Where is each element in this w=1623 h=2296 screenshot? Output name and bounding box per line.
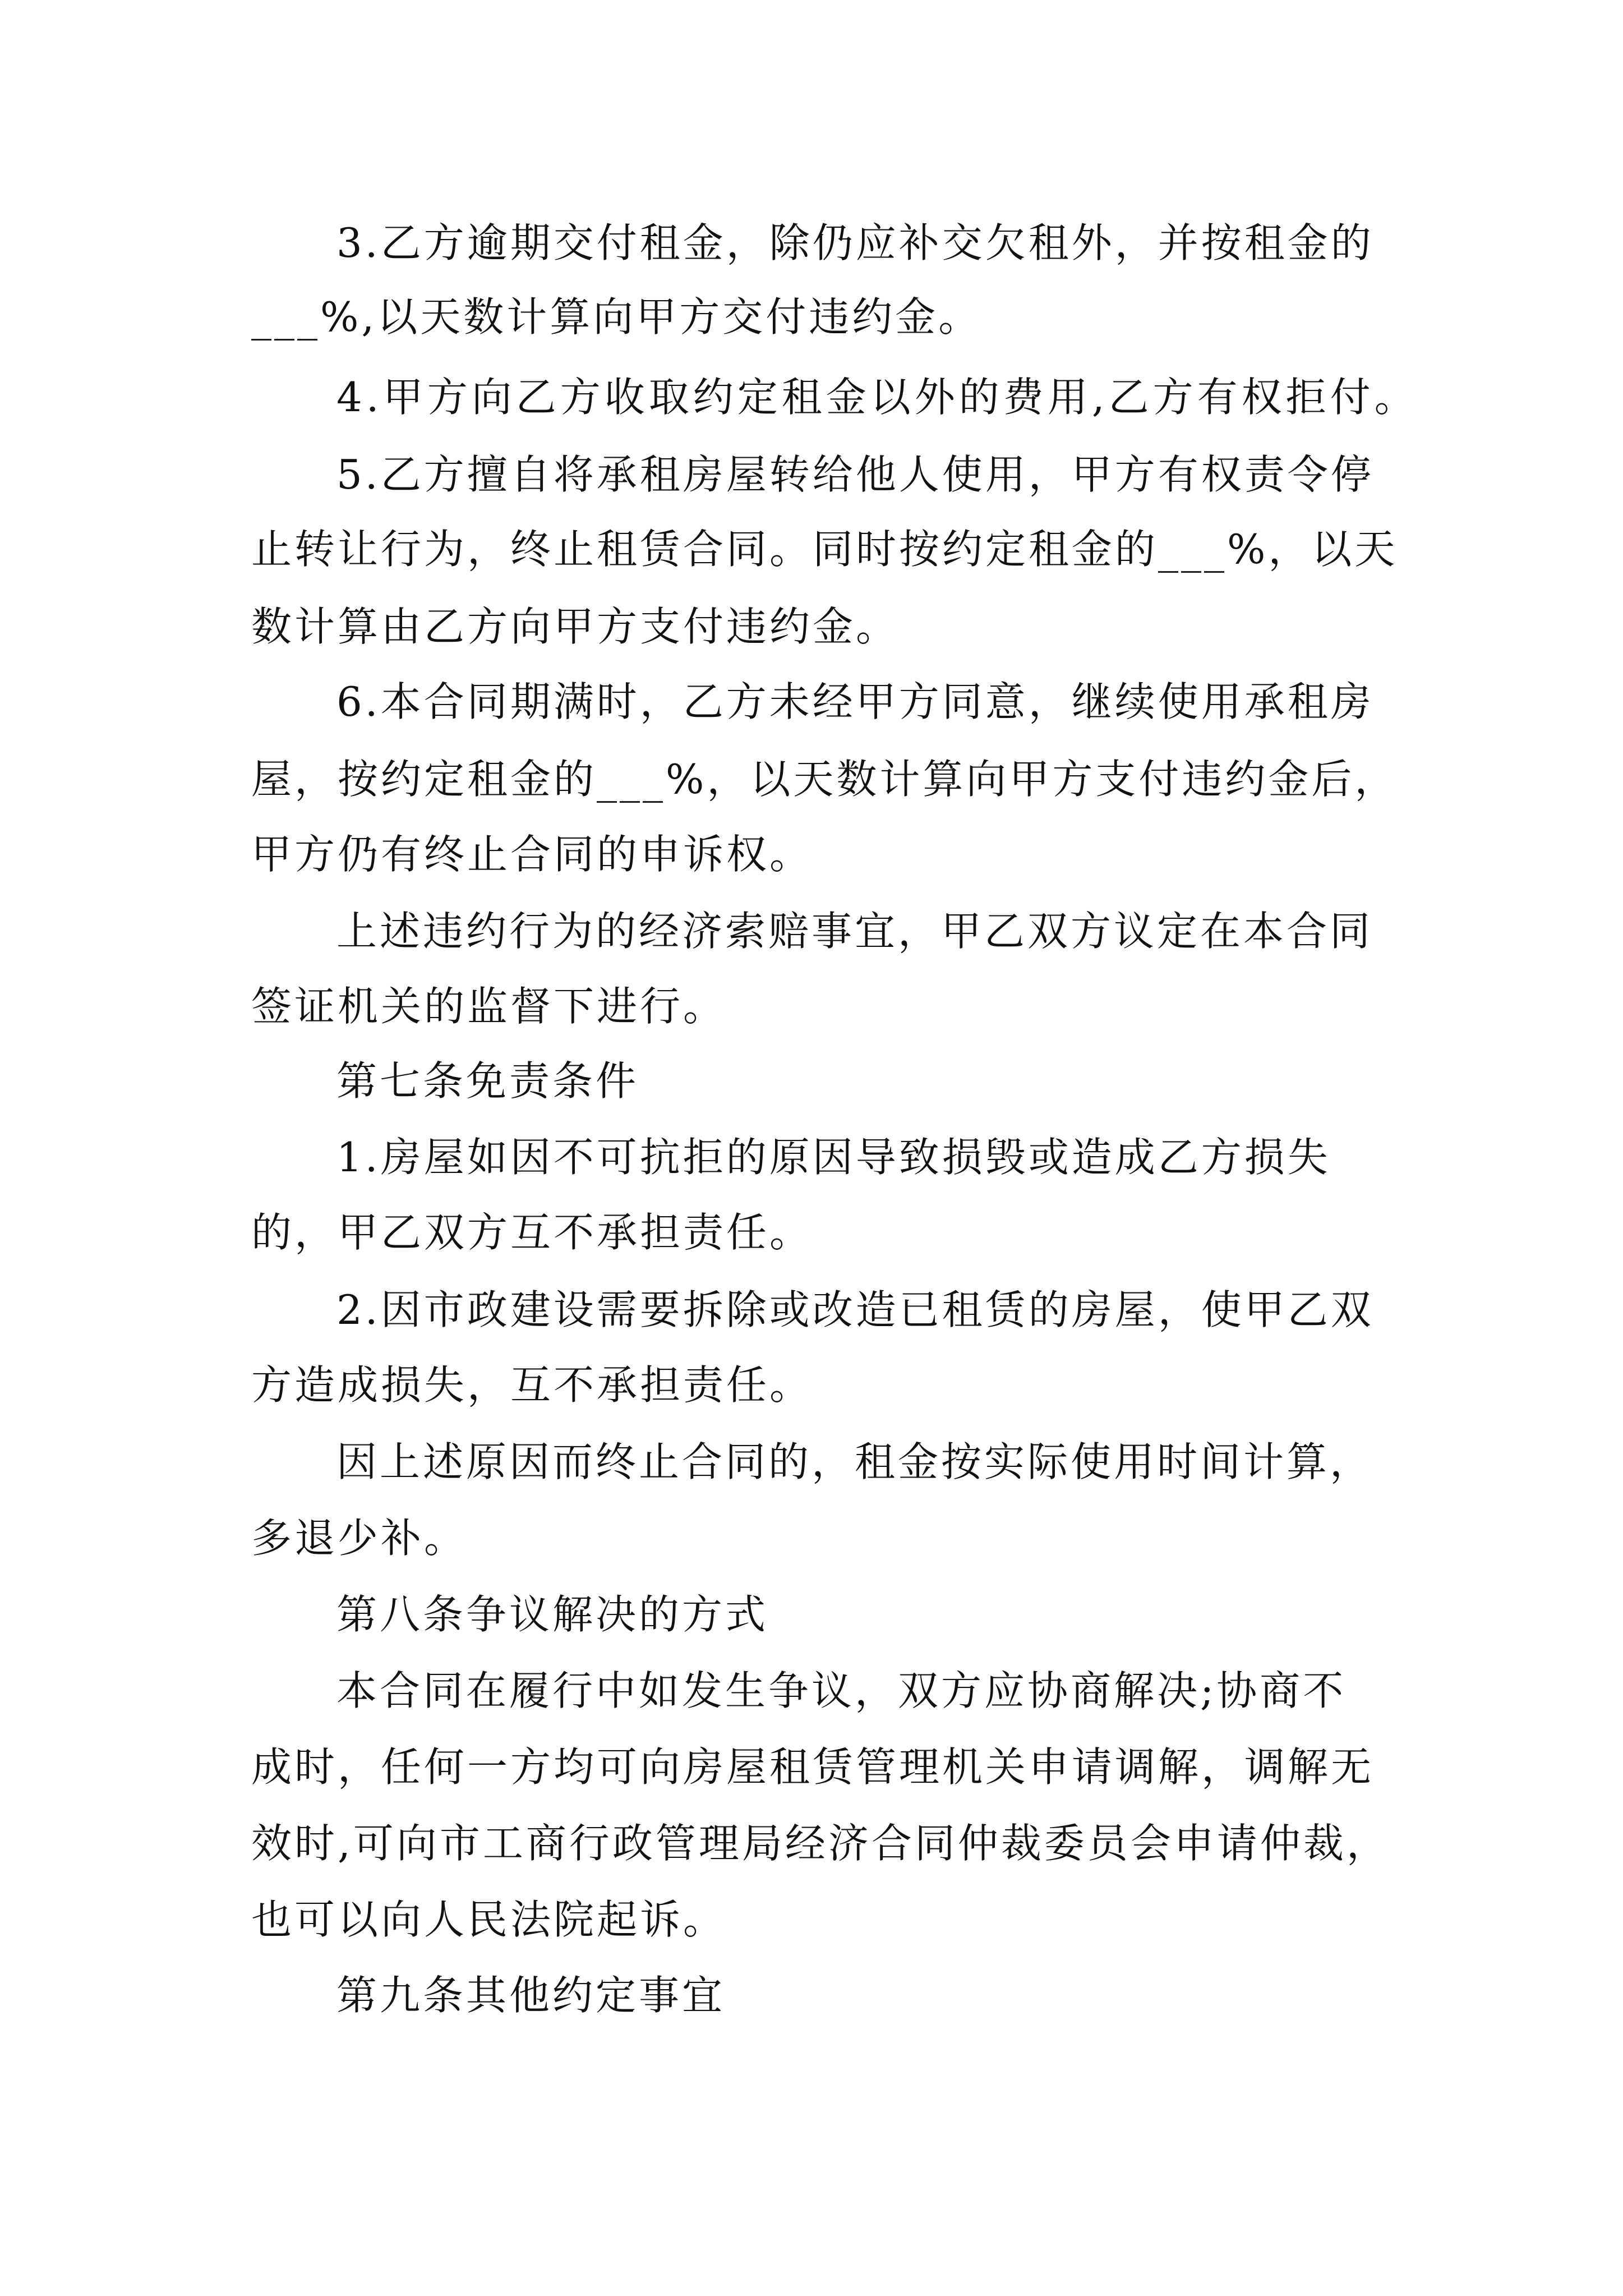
paragraph-line: 多退少补。 [251,1515,468,1562]
paragraph-line: 效时,可向市工商行政管理局经济合同仲裁委员会申请仲裁， [251,1820,1390,1867]
section-heading: 第八条争议解决的方式 [336,1591,769,1638]
paragraph-line: 甲方仍有终止合同的申诉权。 [251,831,813,878]
paragraph-line: 也可以向人民法院起诉。 [251,1896,727,1943]
paragraph-line: 5.乙方擅自将承租房屋转给他人使用，甲方有权责令停 [336,451,1374,498]
paragraph-line: 6.本合同期满时，乙方未经甲方同意，继续使用承租房 [336,678,1374,725]
paragraph-line: 方造成损失，互不承担责任。 [251,1361,813,1409]
paragraph-line: 上述违约行为的经济索赔事宜，甲乙双方议定在本合同 [336,908,1373,955]
paragraph-line: 1.房屋如因不可抗拒的原因导致损毁或造成乙方损失 [336,1134,1331,1181]
paragraph-line: 签证机关的监督下进行。 [251,983,727,1030]
paragraph-line: 数计算由乙方向甲方支付违约金。 [251,603,900,650]
paragraph-line: 止转让行为，终止租赁合同。同时按约定租金的___%，以天 [251,526,1398,573]
section-heading: 第九条其他约定事宜 [336,1972,726,2019]
paragraph-line: ___%,以天数计算向甲方交付违约金。 [251,293,982,341]
paragraph-line: 的，甲乙双方互不承担责任。 [251,1209,813,1256]
paragraph-line: 本合同在履行中如发生争议，双方应协商解决;协商不 [336,1667,1347,1714]
paragraph-line: 因上述原因而终止合同的，租金按实际使用时间计算， [336,1438,1373,1485]
paragraph-line: 2.因市政建设需要拆除或改造已租赁的房屋，使甲乙双 [336,1286,1374,1333]
paragraph-line: 4.甲方向乙方收取约定租金以外的费用,乙方有权拒付。 [336,374,1419,421]
section-heading: 第七条免责条件 [336,1057,639,1105]
paragraph-line: 3.乙方逾期交付租金，除仍应补交欠租外，并按租金的 [336,219,1374,266]
paragraph-line: 屋，按约定租金的___%，以天数计算向甲方支付违约金后， [251,756,1398,803]
paragraph-line: 成时，任何一方均可向房屋租赁管理机关申请调解，调解无 [251,1743,1375,1791]
